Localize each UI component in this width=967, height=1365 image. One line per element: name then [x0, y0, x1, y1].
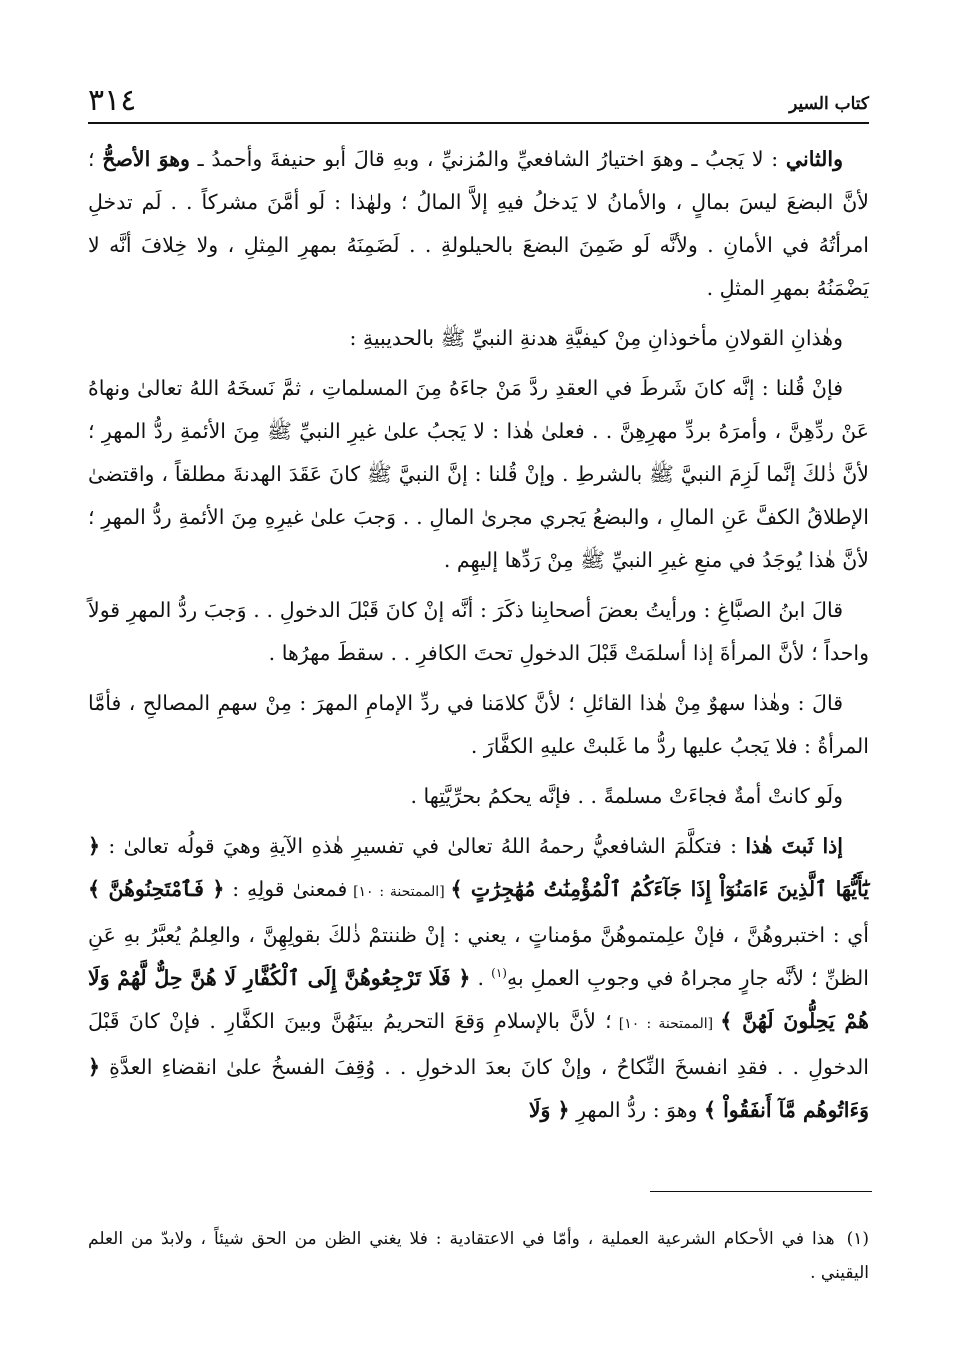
footnote-text: هذا في الأحكام الشرعية العملية ، وأمّا في الاعتقادية : فلا يغني الظن من الحق شيئاً ، ولابدّ من العلم اليقيني .: [88, 1229, 869, 1283]
footnote-number: (١): [846, 1229, 869, 1249]
quran-verse: ﴿ يَٰٓأَيُّهَا ٱلَّذِينَ ءَامَنُوٓاْ إِذَا جَآءَكُمُ ٱلْمُؤْمِنَٰتُ مُهَٰجِرَٰتٍ ﴾: [88, 834, 869, 901]
quran-verse: ﴿ فَٱمْتَحِنُوهُنَّ ﴾: [88, 877, 225, 901]
paragraph-text: : فتكلَّمَ الشافعيُّ رحمهُ اللهُ تعالىٰ في تفسيرِ هٰذهِ الآيةِ وهيَ قولُه تعالىٰ :: [100, 834, 746, 858]
footnote-item: [88, 1222, 869, 1290]
verse-reference: [الممتحنة : ١٠]: [347, 884, 451, 900]
running-title: كتاب السير: [789, 94, 869, 114]
paragraph-2: وهٰذانِ القولانِ مأخوذانِ مِنْ كيفيَّةِ هدنةِ النبيِّ ﷺ بالحديبيةِ :: [349, 326, 843, 350]
page-header: [88, 78, 869, 124]
quran-verse: ﴿ فَلَا تَرْجِعُوهُنَّ إِلَى ٱلْكُفَّارِ لَا هُنَّ حِلٌّ لَّهُمْ وَلَا هُمْ يَحِلُّونَ لَهُنَّ ﴾: [88, 966, 869, 1033]
paragraph-text: .: [470, 966, 492, 990]
paragraph-1: [88, 138, 869, 310]
quran-verse: ﴿ وَءَاتُوهُم مَّآ أَنفَقُواْ ﴾: [88, 1055, 869, 1122]
emphasis-text: وهوَ الأصحُّ: [102, 147, 190, 171]
paragraph-text: وهوَ : ردُّ المهرِ: [569, 1098, 704, 1122]
verse-reference: [الممتحنة : ١٠]: [611, 1016, 721, 1032]
paragraph-7: [88, 825, 869, 1132]
main-text: [88, 138, 869, 1139]
quran-verse: ﴿ وَلَا: [528, 1098, 570, 1122]
paragraph-5: قالَ : وهٰذا سهوٌ مِنْ هٰذا القائلِ ؛ لأنَّ كلامَنا في ردِّ الإمامِ المهرَ : مِنْ سهمِ المصالحِ ، فأمَّا المرأةُ : فلا يَجبُ عليها ردُّ ما غَلبتْ عليهِ الكفَّارَ .: [88, 691, 869, 758]
paragraph-lead: إذا ثَبتَ هٰذا: [745, 834, 843, 858]
paragraph-text: ؛ لأنَّ البضعَ ليسَ بمالٍ ، والأمانُ لا يَدخلُ فيهِ إلاَّ المالُ ؛ ولهٰذا : لَو أمَّنَ مشركاً . . لَم تدخلِ امرأتُهُ في الأمانِ . ولأنَّه لَو ضَمِنَ البضعَ بالحيلولةِ . . لَضَمِنَهُ بمهرِ المِثلِ ، ولا خِلافَ أنَّه لا يَضْمَنُهُ بمهرِ المثلِ .: [88, 147, 869, 300]
paragraph-text: : لا يَجبُ ـ وهوَ اختيارُ الشافعيِّ والمُزنيِّ ، وبهِ قالَ أبو حنيفةَ وأحمدُ ـ: [189, 147, 786, 171]
paragraph-text: ؛ لأنَّ بالإسلامِ وَقعَ التحريمُ بينَهُنَّ وبينَ الكفَّارِ . فإنْ كانَ قَبْلَ الدخولِ . . فقدِ انفسخَ النِّكاحُ ، وإنْ كانَ بعدَ الدخولِ . . وُقِفَ الفسخُ علىٰ انقضاءِ العدَّةِ: [88, 1009, 869, 1079]
footnotes: [88, 1222, 869, 1290]
page-number: ٣١٤: [88, 83, 137, 118]
footnote-marker[interactable]: (١): [491, 966, 507, 981]
paragraph-text: أي : اختبروهُنَّ ، فإنْ علِمتموهُنَّ مؤمناتٍ ، يعني : إنْ ظننتمْ ذٰلكَ بقولِهِنَّ ، والعِلمُ يُعبَّرُ بهِ عَنِ الظنِّ ؛ لأنَّه جارٍ مجراهُ في وجوبِ العملِ بهِ: [88, 923, 869, 990]
paragraph-3: فإنْ قُلنا : إنَّه كانَ شَرطَ في العقدِ ردَّ مَنْ جاءَهُ مِنَ المسلماتِ ، ثمَّ نَسخَهُ اللهُ تعالىٰ ونهاهُ عَنْ ردِّهِنَّ ، وأمرَهُ بردِّ مهرِهِنَّ . . فعلىٰ هٰذا : لا يَجبُ علىٰ غيرِ النبيِّ ﷺ مِنَ الأئمةِ ردُّ المهرِ ؛ لأنَّ ذٰلكَ إنَّما لَزِمَ النبيَّ ﷺ بالشرطِ . وإنْ قُلنا : إنَّ النبيَّ ﷺ كانَ عَقَدَ الهدنةَ مطلقاً ، واقتضىٰ الإطلاقُ الكفَّ عَنِ المالِ ، والبضعُ يَجري مجرىٰ المالِ . . وَجبَ علىٰ غيرِهِ مِنَ الأئمةِ ردُّ المهرِ ؛ لأنَّ هٰذا يُوجَدُ في منعِ غيرِ النبيِّ ﷺ مِنْ رَدِّها إليهِم .: [88, 376, 869, 572]
footnote-divider: [650, 1191, 872, 1192]
paragraph-4: قالَ ابنُ الصبَّاغِ : ورأيتُ بعضَ أصحابِنا ذكَرَ : أنَّه إنْ كانَ قَبْلَ الدخولِ . . وَجبَ ردُّ المهرِ قولاً واحداً ؛ لأنَّ المرأةَ إذا أسلمَتْ قَبْلَ الدخولِ تحتَ الكافرِ . . سقطَ مهرُها .: [88, 598, 869, 665]
paragraph-lead: والثاني: [785, 147, 843, 171]
paragraph-6: ولَو كانتْ أمةٌ فجاءَتْ مسلمةً . . فإنَّه يحكمُ بحرِّيَّتِها .: [410, 784, 843, 808]
paragraph-text: فمعنىٰ قولِهِ :: [224, 877, 348, 901]
